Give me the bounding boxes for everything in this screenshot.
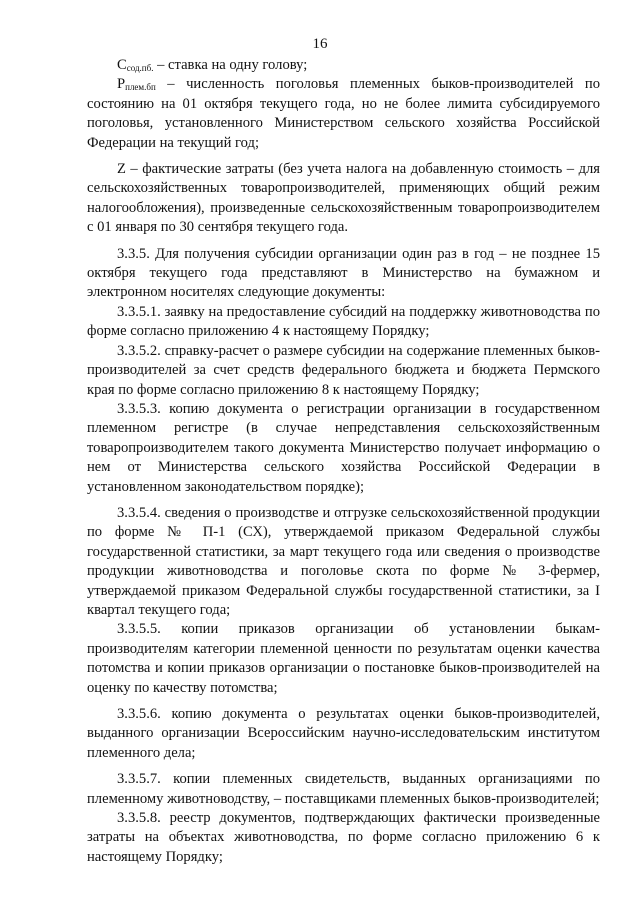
list-item: 3.3.5.1. заявку на предоставление субсидий на поддержку животноводства по форме согласно приложению 4 к настоящему Порядку; — [87, 303, 600, 340]
variable-subscript: сод.пб. — [126, 63, 154, 73]
document-body — [87, 56, 600, 867]
variable-definition — [87, 75, 600, 153]
list-item: 3.3.5.3. копию документа о регистрации организации в государственном племенном регистре (в случае непредставления сельскохозяйственным товаропроизводителем такого документа Министерство получает информацию о нем от Министерства сельского хозяйства Российской Федерации в установленном законодательством порядке); — [87, 400, 600, 495]
list-item: 3.3.5.7. копии племенных свидетельств, выданных организациями по племенному животноводству, – поставщиками племенных быков-производителей; — [87, 771, 600, 807]
z-definition: Z – фактические затраты (без учета налога на добавленную стоимость – для сельскохозяйственных товаропроизводителей, применяющих общий режим налогообложения), произведенные сельскохозяйственным товаропроизводителем с 01 января по 30 сентября текущего года. — [87, 161, 600, 236]
page-number: 16 — [312, 36, 328, 52]
list-item: 3.3.5.2. справку-расчет о размере субсидии на содержание племенных быков-производителей за счет средств федерального бюджета и бюджета Пермского края по форме согласно приложению 8 к настоящему Порядку; — [87, 342, 600, 398]
variable-text: – ставка на одну голову; — [153, 57, 308, 73]
list-item: 3.3.5.8. реестр документов, подтверждающих фактически произведенные затраты на объектах животноводства, по форме согласно приложению 6 к настоящему Порядку; — [87, 810, 600, 865]
variable-symbol: С — [117, 57, 127, 73]
section-paragraph: 3.3.5. Для получения субсидии организации один раз в год – не позднее 15 октября текущего года представляют в Министерство на бумажном и электронном носителях следующие документы: — [87, 245, 600, 301]
variable-text: – численность поголовья племенных быков-производителей по состоянию на 01 октября текущего года, но не более лимита субсидируемого поголовья, установленного Министерством сельского хозяйства Российской Федерации на текущий год; — [87, 76, 600, 151]
variable-subscript: плем.бп — [125, 82, 156, 93]
variable-symbol: Р — [117, 76, 126, 93]
list-item: 3.3.5.6. копию документа о результатах оценки быков-производителей, выданного организации Всероссийским научно-исследовательским институтом племенного дела; — [87, 706, 600, 761]
list-item: 3.3.5.4. сведения о производстве и отгрузке сельскохозяйственной продукции по форме № П-1 (СХ), утверждаемой приказом Федеральной службы государственной статистики, за март текущего года или сведения о производстве продукции животноводства и поголовье скота по форме № 3-фермер, утверждаемой приказом Федеральной службы государственной статистики, за I квартал текущего года; — [87, 504, 600, 618]
list-item: 3.3.5.5. копии приказов организации об установлении быкам-производителям категории племенной ценности по результатам оценки качества потомства и копии приказов организации о постановке быков-производителей на оценку по качеству потомства; — [87, 621, 600, 696]
variable-definition — [87, 56, 600, 75]
